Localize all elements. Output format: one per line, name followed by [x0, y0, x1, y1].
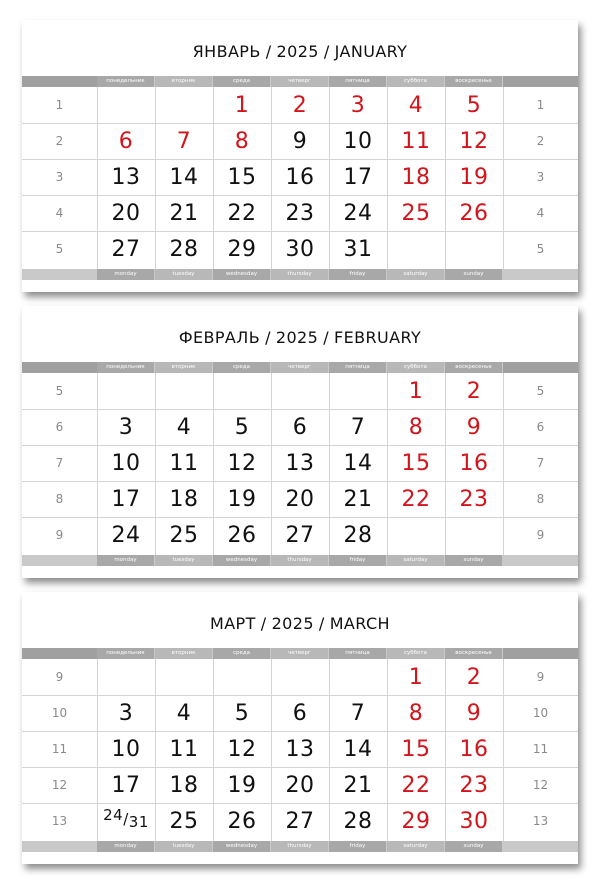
- day-cell[interactable]: 18: [169, 487, 199, 512]
- day-cell[interactable]: 19: [227, 487, 257, 512]
- day-cell[interactable]: 25: [169, 809, 199, 834]
- day-separator: /: [123, 810, 129, 828]
- week-row: [22, 159, 578, 195]
- title-separator: /: [260, 614, 267, 633]
- day-cell[interactable]: 13: [285, 451, 315, 476]
- title-separator: /: [318, 614, 325, 633]
- day-cell[interactable]: 1: [408, 665, 424, 690]
- weekday-label-ru: четверг: [271, 362, 328, 373]
- weekday-label-en: thursday: [271, 841, 328, 852]
- month-title: [22, 328, 578, 347]
- weekday-label-ru: понедельник: [97, 648, 154, 659]
- week-number: 1: [55, 98, 64, 112]
- day-cell[interactable]: 6: [292, 415, 308, 440]
- weekday-label-ru: воскресенье: [445, 362, 502, 373]
- week-number: 8: [55, 492, 64, 506]
- day-cell[interactable]: 10: [343, 129, 373, 154]
- day-cell[interactable]: 13: [111, 165, 141, 190]
- day-cell[interactable]: 26: [459, 201, 489, 226]
- day-cell[interactable]: 16: [459, 451, 489, 476]
- day-cell[interactable]: 23: [459, 487, 489, 512]
- week-row: [22, 767, 578, 803]
- week-number: 8: [536, 492, 545, 506]
- day-cell[interactable]: 30: [459, 809, 489, 834]
- weekday-label-ru: воскресенье: [445, 76, 502, 87]
- week-number: 6: [536, 420, 545, 434]
- week-number: 9: [536, 528, 545, 542]
- day-cell[interactable]: 5: [466, 93, 482, 118]
- weekday-label-ru: среда: [213, 76, 270, 87]
- day-cell[interactable]: 12: [227, 737, 257, 762]
- day-cell[interactable]: 1: [408, 379, 424, 404]
- weekday-label-ru: вторник: [155, 648, 212, 659]
- day-cell[interactable]: 7: [350, 701, 366, 726]
- weekday-label-en: friday: [329, 555, 386, 566]
- day-cell[interactable]: 29: [401, 809, 431, 834]
- day-cell[interactable]: 5: [234, 701, 250, 726]
- weekday-label-ru: пятница: [329, 362, 386, 373]
- week-number: 4: [536, 206, 545, 220]
- weekday-label-en: tuesday: [155, 269, 212, 280]
- day-cell[interactable]: 9: [466, 701, 482, 726]
- day-number: 24: [103, 806, 124, 824]
- day-cell[interactable]: 27: [111, 237, 141, 262]
- month-name-en: JANUARY: [334, 42, 408, 61]
- week-number: 9: [536, 670, 545, 684]
- weekday-label-ru: четверг: [271, 648, 328, 659]
- weekday-label-en: sunday: [445, 555, 502, 566]
- week-number: 13: [51, 814, 68, 828]
- day-cell[interactable]: 31: [343, 237, 373, 262]
- day-cell[interactable]: 15: [401, 737, 431, 762]
- day-cell[interactable]: 14: [343, 451, 373, 476]
- day-cell[interactable]: 20: [111, 201, 141, 226]
- day-cell[interactable]: 13: [285, 737, 315, 762]
- weekday-label-en: saturday: [387, 555, 444, 566]
- weekday-label-en: sunday: [445, 841, 502, 852]
- week-number: 3: [536, 170, 545, 184]
- month-name-en: FEBRUARY: [334, 328, 422, 347]
- day-cell[interactable]: 15: [227, 165, 257, 190]
- day-cell[interactable]: 1: [234, 93, 250, 118]
- header-bar-left: [22, 362, 97, 373]
- day-cell[interactable]: 4: [176, 415, 192, 440]
- month-name-ru: МАРТ: [210, 614, 256, 633]
- day-cell[interactable]: [97, 803, 155, 839]
- weekday-label-ru: суббота: [387, 362, 444, 373]
- day-cell[interactable]: 17: [343, 165, 373, 190]
- weekday-label-ru: суббота: [387, 76, 444, 87]
- month-name-en: MARCH: [329, 614, 390, 633]
- day-cell[interactable]: 4: [176, 701, 192, 726]
- day-cell[interactable]: 5: [234, 415, 250, 440]
- day-cell[interactable]: 7: [350, 415, 366, 440]
- weekday-label-en: friday: [329, 269, 386, 280]
- weekday-header-ru: [22, 362, 578, 373]
- week-row: [22, 231, 578, 267]
- day-cell[interactable]: 26: [227, 809, 257, 834]
- day-cell[interactable]: 12: [459, 129, 489, 154]
- day-cell[interactable]: 21: [343, 773, 373, 798]
- day-cell[interactable]: 8: [408, 701, 424, 726]
- weekday-label-en: tuesday: [155, 841, 212, 852]
- day-cell[interactable]: 3: [118, 701, 134, 726]
- weekday-label-en: wednesday: [213, 841, 270, 852]
- weekday-header-ru: [22, 76, 578, 87]
- day-cell[interactable]: 18: [401, 165, 431, 190]
- week-number: 1: [536, 98, 545, 112]
- weekday-label-en: monday: [97, 841, 154, 852]
- weekday-label-en: monday: [97, 269, 154, 280]
- day-cell[interactable]: 9: [292, 129, 308, 154]
- day-cell[interactable]: 16: [285, 165, 315, 190]
- header-bar-right: [503, 362, 578, 373]
- weekday-label-ru: пятница: [329, 648, 386, 659]
- week-number: 5: [55, 384, 64, 398]
- week-number: 12: [532, 778, 549, 792]
- day-cell[interactable]: 20: [285, 487, 315, 512]
- day-cell[interactable]: 10: [111, 737, 141, 762]
- day-cell[interactable]: 11: [401, 129, 431, 154]
- year-label: 2025: [276, 42, 319, 61]
- day-cell[interactable]: 8: [234, 129, 250, 154]
- weekday-label-en: thursday: [271, 555, 328, 566]
- week-row: [22, 409, 578, 445]
- weekday-label-en: tuesday: [155, 555, 212, 566]
- year-label: 2025: [275, 328, 319, 347]
- weekday-label-en: saturday: [387, 269, 444, 280]
- day-cell[interactable]: 17: [111, 773, 141, 798]
- day-cell[interactable]: 20: [285, 773, 315, 798]
- week-number: 11: [532, 742, 549, 756]
- day-cell[interactable]: 24: [343, 201, 373, 226]
- week-row: [22, 87, 578, 123]
- week-row: [22, 695, 578, 731]
- weekday-header-en: [22, 841, 578, 852]
- weekday-label-ru: понедельник: [97, 362, 154, 373]
- week-number: 6: [55, 420, 64, 434]
- day-cell[interactable]: 25: [169, 523, 199, 548]
- week-number: 5: [536, 384, 545, 398]
- weekday-label-ru: воскресенье: [445, 648, 502, 659]
- day-cell[interactable]: 21: [169, 201, 199, 226]
- weekday-label-en: thursday: [271, 269, 328, 280]
- day-cell[interactable]: 21: [343, 487, 373, 512]
- week-number: 4: [55, 206, 64, 220]
- week-number: 5: [55, 242, 64, 256]
- day-cell[interactable]: 10: [111, 451, 141, 476]
- weekday-label-en: monday: [97, 555, 154, 566]
- weekday-label-ru: вторник: [155, 362, 212, 373]
- weekday-label-en: wednesday: [213, 269, 270, 280]
- weekday-label-ru: вторник: [155, 76, 212, 87]
- year-label: 2025: [271, 614, 314, 633]
- month-panel-february: [22, 306, 578, 578]
- weekday-label-en: saturday: [387, 841, 444, 852]
- month-name-ru: ЯНВАРЬ: [192, 42, 261, 61]
- week-row: [22, 481, 578, 517]
- day-cell[interactable]: 9: [466, 415, 482, 440]
- header-bar-right: [503, 76, 578, 87]
- day-cell[interactable]: 2: [292, 93, 308, 118]
- week-row: [22, 373, 578, 409]
- day-cell[interactable]: 23: [285, 201, 315, 226]
- title-separator: /: [265, 42, 272, 61]
- weekday-label-ru: суббота: [387, 648, 444, 659]
- week-number: 7: [536, 456, 545, 470]
- day-cell[interactable]: 25: [401, 201, 431, 226]
- week-number: 11: [51, 742, 68, 756]
- day-cell[interactable]: 7: [176, 129, 192, 154]
- weekday-header-en: [22, 555, 578, 566]
- month-panel-january: [22, 20, 578, 292]
- title-separator: /: [323, 328, 330, 347]
- week-number: 3: [55, 170, 64, 184]
- day-cell[interactable]: 15: [401, 451, 431, 476]
- day-cell[interactable]: 11: [169, 451, 199, 476]
- day-cell[interactable]: 28: [169, 237, 199, 262]
- day-cell[interactable]: 16: [459, 737, 489, 762]
- header-bar-left: [22, 76, 97, 87]
- day-cell[interactable]: 8: [408, 415, 424, 440]
- week-number: 2: [536, 134, 545, 148]
- month-title: [22, 614, 578, 633]
- day-cell[interactable]: 19: [227, 773, 257, 798]
- week-number: 12: [51, 778, 68, 792]
- weekday-label-en: friday: [329, 841, 386, 852]
- day-cell[interactable]: 29: [227, 237, 257, 262]
- weekday-label-ru: среда: [213, 362, 270, 373]
- day-cell[interactable]: 24: [111, 523, 141, 548]
- weekday-label-ru: понедельник: [97, 76, 154, 87]
- day-cell[interactable]: 27: [285, 809, 315, 834]
- day-cell[interactable]: 4: [408, 93, 424, 118]
- week-number: 13: [532, 814, 549, 828]
- day-cell[interactable]: 26: [227, 523, 257, 548]
- day-cell[interactable]: 14: [343, 737, 373, 762]
- week-number: 9: [55, 670, 64, 684]
- day-cell[interactable]: 30: [285, 237, 315, 262]
- week-row: [22, 731, 578, 767]
- week-number: 5: [536, 242, 545, 256]
- week-row: [22, 517, 578, 553]
- week-number: 10: [51, 706, 68, 720]
- week-row: [22, 195, 578, 231]
- month-panel-march: [22, 592, 578, 864]
- month-name-ru: ФЕВРАЛЬ: [178, 328, 261, 347]
- weekday-label-ru: четверг: [271, 76, 328, 87]
- week-number: 9: [55, 528, 64, 542]
- day-cell[interactable]: 17: [111, 487, 141, 512]
- month-title: [22, 42, 578, 61]
- day-cell[interactable]: 11: [169, 737, 199, 762]
- weekday-label-en: wednesday: [213, 555, 270, 566]
- day-cell[interactable]: 2: [466, 379, 482, 404]
- day-cell[interactable]: 22: [401, 487, 431, 512]
- day-cell[interactable]: 19: [459, 165, 489, 190]
- day-cell[interactable]: 14: [169, 165, 199, 190]
- day-cell[interactable]: 3: [350, 93, 366, 118]
- day-cell[interactable]: 6: [292, 701, 308, 726]
- weekday-label-ru: среда: [213, 648, 270, 659]
- day-cell[interactable]: 22: [401, 773, 431, 798]
- day-cell[interactable]: 28: [343, 809, 373, 834]
- week-row: [22, 803, 578, 839]
- weekday-label-ru: пятница: [329, 76, 386, 87]
- week-number: 10: [532, 706, 549, 720]
- day-cell[interactable]: 23: [459, 773, 489, 798]
- weekday-header-ru: [22, 648, 578, 659]
- weekday-header-en: [22, 269, 578, 280]
- title-separator: /: [323, 42, 330, 61]
- week-row: [22, 445, 578, 481]
- day-cell[interactable]: 28: [343, 523, 373, 548]
- week-number: 7: [55, 456, 64, 470]
- day-number: 31: [128, 813, 149, 831]
- day-cell[interactable]: 18: [169, 773, 199, 798]
- day-cell[interactable]: 12: [227, 451, 257, 476]
- week-number: 2: [55, 134, 64, 148]
- weekday-label-en: sunday: [445, 269, 502, 280]
- header-bar-right: [503, 648, 578, 659]
- day-cell[interactable]: 27: [285, 523, 315, 548]
- day-cell[interactable]: 3: [118, 415, 134, 440]
- header-bar-left: [22, 648, 97, 659]
- title-separator: /: [265, 328, 271, 347]
- week-row: [22, 659, 578, 695]
- day-cell[interactable]: 22: [227, 201, 257, 226]
- day-cell[interactable]: 2: [466, 665, 482, 690]
- week-row: [22, 123, 578, 159]
- day-cell[interactable]: 6: [118, 129, 134, 154]
